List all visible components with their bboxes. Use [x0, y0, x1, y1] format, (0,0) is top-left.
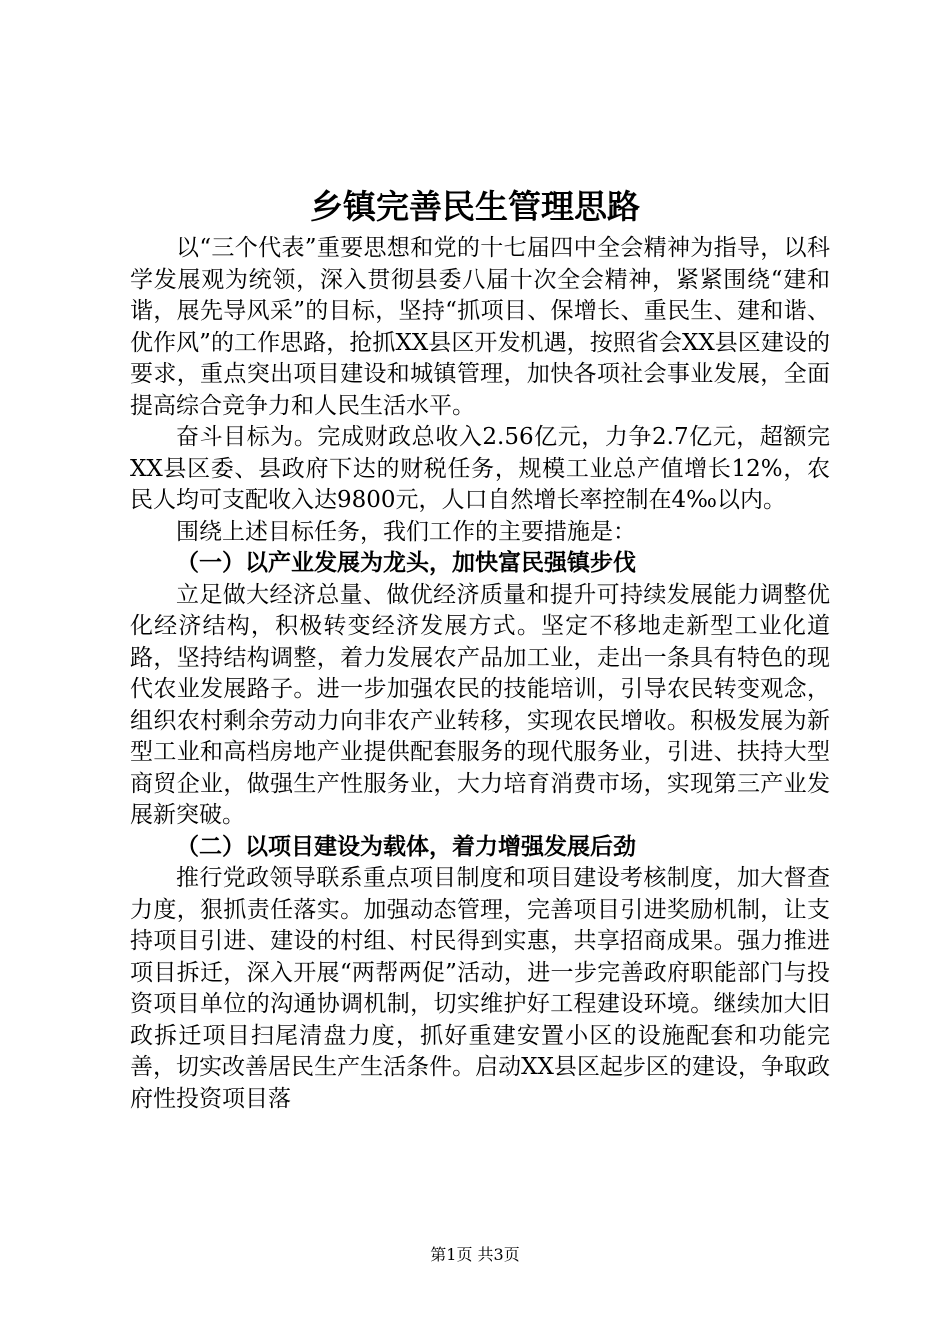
paragraph-goals: 奋斗目标为。完成财政总收入2.56亿元，力争2.7亿元，超额完XX县区委、县政府下达的财税任务，规模工业总产值增长12%，农民人均可支配收入达9800元，人口自然增长率控制在4‰以内。 — [130, 424, 830, 513]
section-paragraph-1: 立足做大经济总量、做优经济质量和提升可持续发展能力调整优化经济结构，积极转变经济发展方式。坚定不移地走新型工业化道路，坚持结构调整，着力发展农产品加工业，走出一条具有特色的现代农业发展路子。进一步加强农民的技能培训，引导农民转变观念，组织农村剩余劳动力向非农产业转移，实现农民增收。积极发展为新型工业和高档房地产业提供配套服务的现代服务业，引进、扶持大型商贸企业，做强生产性服务业，大力培育消费市场，实现第三产业发展新突破。 — [130, 581, 830, 828]
page-footer: 第1页 共3页 — [430, 1245, 520, 1264]
paragraph-intro: 以“三个代表”重要思想和党的十七届四中全会精神为指导，以科学发展观为统领，深入贯彻县委八届十次全会精神，紧紧围绕“建和谐，展先导风采”的目标，坚持“抓项目、保增长、重民生、建和谐、优作风”的工作思路，抢抓XX县区开发机遇，按照省会XX县区建设的要求，重点突出项目建设和城镇管理，加快各项社会事业发展，全面提高综合竞争力和人民生活水平。 — [130, 235, 830, 419]
document-title: 乡镇完善民生管理思路 — [310, 187, 640, 226]
paragraph-measures-lead: 围绕上述目标任务，我们工作的主要措施是： — [176, 518, 636, 545]
section-heading-1: （一）以产业发展为龙头，加快富民强镇步伐 — [176, 550, 636, 576]
section-heading-2: （二）以项目建设为载体，着力增强发展后劲 — [176, 833, 636, 860]
document-body — [130, 233, 830, 1115]
section-paragraph-2: 推行党政领导联系重点项目制度和项目建设考核制度，加大督查力度，狠抓责任落实。加强动态管理，完善项目引进奖励机制，让支持项目引进、建设的村组、村民得到实惠，共享招商成果。强力推进项目拆迁，深入开展“两帮两促”活动，进一步完善政府职能部门与投资项目单位的沟通协调机制，切实维护好工程建设环境。继续加大旧政拆迁项目扫尾清盘力度，抓好重建安置小区的设施配套和功能完善，切实改善居民生产生活条件。启动XX县区起步区的建设，争取政府性投资项目落 — [130, 865, 830, 1112]
